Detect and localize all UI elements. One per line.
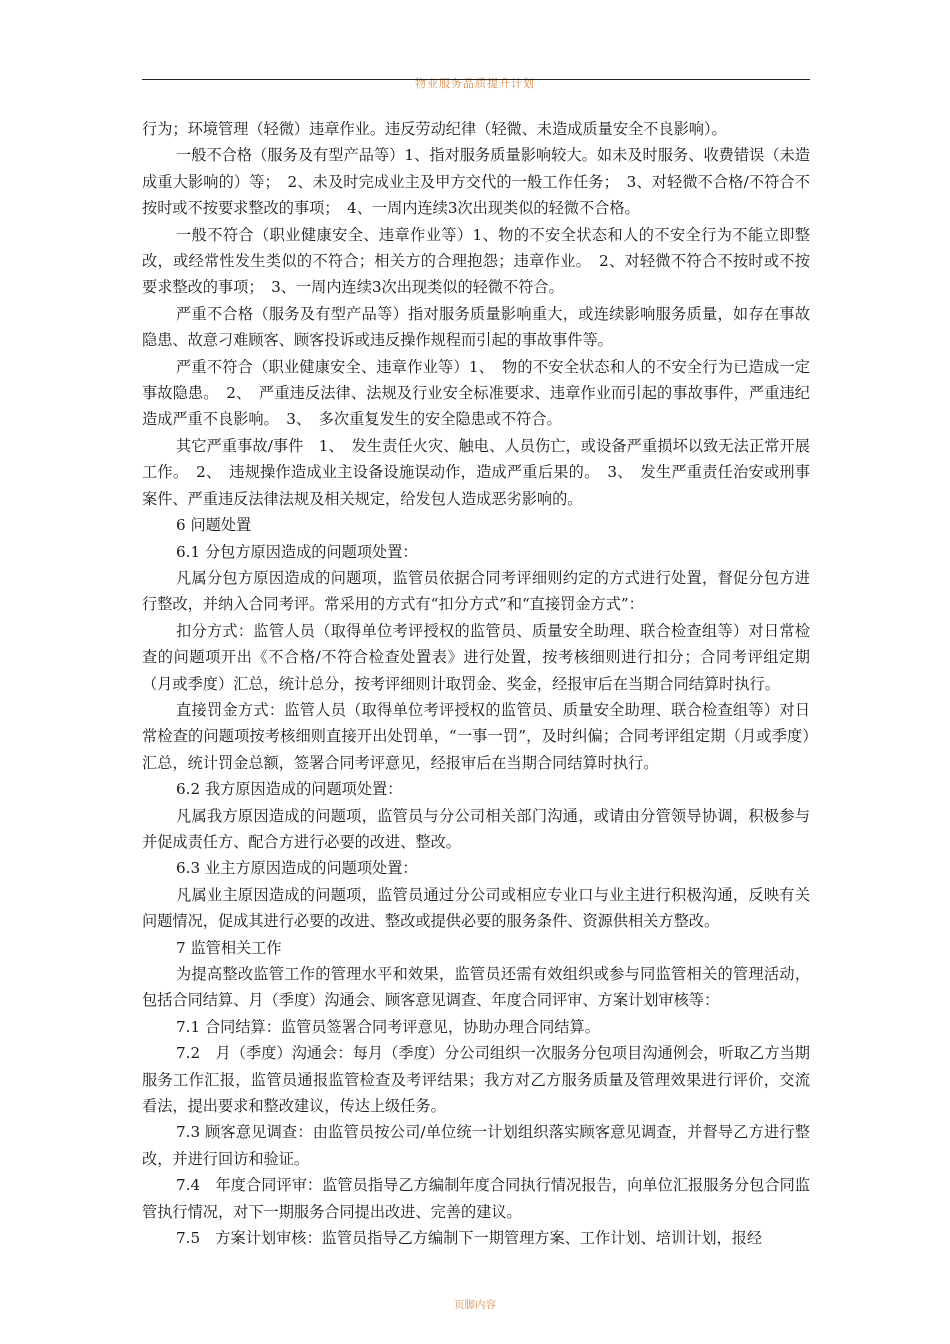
paragraph: 7.2 月（季度）沟通会：每月（季度）分公司组织一次服务分包项目沟通例会，听取乙方当期服务工作汇报，监管员通报监管检查及考评结果；我方对乙方服务质量及管理效果进行评价，交流看法，提出要求和整改建议，传达上级任务。 <box>142 1044 810 1116</box>
paragraph: 7.5 方案计划审核：监管员指导乙方编制下一期管理方案、工作计划、培训计划，报经 <box>176 1229 763 1248</box>
paragraph: 扣分方式：监管人员（取得单位考评授权的监管员、质量安全助理、联合检查组等）对日常检查的问题项开出《不合格/不符合检查处置表》进行处置，按考核细则进行扣分；合同考评组定期（月或季度）汇总，统计总分，按考评细则计取罚金、奖金，经报审后在当期合同结算时执行。 <box>142 621 810 693</box>
header-divider <box>142 79 810 80</box>
paragraph: 一般不合格（服务及有型产品等）1、指对服务质量影响较大。如未及时服务、收费错误（未造成重大影响的）等； 2、未及时完成业主及甲方交代的一般工作任务； 3、对轻微不合格/不符合不按时或不按要求整改的事项； 4、一周内连续3次出现类似的轻微不合格。 <box>142 146 810 218</box>
page-header-title: 物业服务品质提升计划 <box>415 77 535 90</box>
paragraph: 凡属分包方原因造成的问题项，监管员依据合同考评细则约定的方式进行处置，督促分包方进行整改，并纳入合同考评。常采用的方式有“扣分方式”和“直接罚金方式”： <box>142 568 810 614</box>
paragraph: 6 问题处置 <box>176 516 252 535</box>
paragraph: 凡属我方原因造成的问题项，监管员与分公司相关部门沟通，或请由分管领导协调，积极参与并促成责任方、配合方进行必要的改进、整改。 <box>142 806 810 851</box>
paragraph: 行为；环境管理（轻微）违章作业。违反劳动纪律（轻微、未造成质量安全不良影响）。 <box>142 120 727 138</box>
paragraph: 7 监管相关工作 <box>176 938 282 957</box>
paragraph: 7.1 合同结算：监管员签署合同考评意见，协助办理合同结算。 <box>176 1017 600 1036</box>
paragraph: 6.1 分包方原因造成的问题项处置： <box>176 542 418 561</box>
paragraph: 严重不符合（职业健康安全、违章作业等）1、 物的不安全状态和人的不安全行为已造成一定事故隐患。 2、 严重违反法律、法规及行业安全标准要求、违章作业而引起的事故事件，严重违纪造成严重不良影响。 3、 多次重复发生的安全隐患或不符合。 <box>142 357 810 429</box>
paragraph: 一般不符合（职业健康安全、违章作业等）1、物的不安全状态和人的不安全行为不能立即整改，或经常性发生类似的不符合；相关方的合理抱怨；违章作业。 2、对轻微不符合不按时或不按要求整改的事项； 3、一周内连续3次出现类似的轻微不符合。 <box>142 225 810 297</box>
paragraph: 其它严重事故/事件 1、 发生责任火灾、触电、人员伤亡，或设备严重损坏以致无法正常开展工作。 2、 违规操作造成业主设备设施误动作，造成严重后果的。 3、 发生严重责任治安或刑事案件、严重违反法律法规及相关规定，给发包人造成恶劣影响的。 <box>142 436 810 508</box>
paragraph: 7.3 顾客意见调查：由监管员按公司/单位统一计划组织落实顾客意见调查，并督导乙方进行整改，并进行回访和验证。 <box>142 1123 810 1168</box>
paragraph: 严重不合格（服务及有型产品等）指对服务质量影响重大，或连续影响服务质量，如存在事故隐患、故意刁难顾客、顾客投诉或违反操作规程而引起的事故事件等。 <box>142 304 810 350</box>
paragraph: 6.2 我方原因造成的问题项处置： <box>176 780 403 799</box>
paragraph: 凡属业主原因造成的问题项，监管员通过分公司或相应专业口与业主进行积极沟通，反映有关问题情况，促成其进行必要的改进、整改或提供必要的服务条件、资源供相关方整改。 <box>142 885 810 931</box>
paragraph: 7.4 年度合同评审：监管员指导乙方编制年度合同执行情况报告，向单位汇报服务分包合同监管执行情况，对下一期服务合同提出改进、完善的建议。 <box>142 1176 810 1221</box>
paragraph: 为提高整改监管工作的管理水平和效果，监管员还需有效组织或参与同监管相关的管理活动，包括合同结算、月（季度）沟通会、顾客意见调查、年度合同评审、方案计划审核等： <box>142 965 810 1010</box>
paragraph: 直接罚金方式：监管人员（取得单位考评授权的监管员、质量安全助理、联合检查组等）对日常检查的问题项按考核细则直接开出处罚单，“一事一罚”，及时纠偏；合同考评组定期（月或季度）汇总，统计罚金总额，签署合同考评意见，经报审后在当期合同结算时执行。 <box>142 700 810 772</box>
page-footer: 页脚内容 <box>454 1299 496 1311</box>
document-body <box>142 116 810 1251</box>
paragraph: 6.3 业主方原因造成的问题项处置： <box>176 859 418 878</box>
